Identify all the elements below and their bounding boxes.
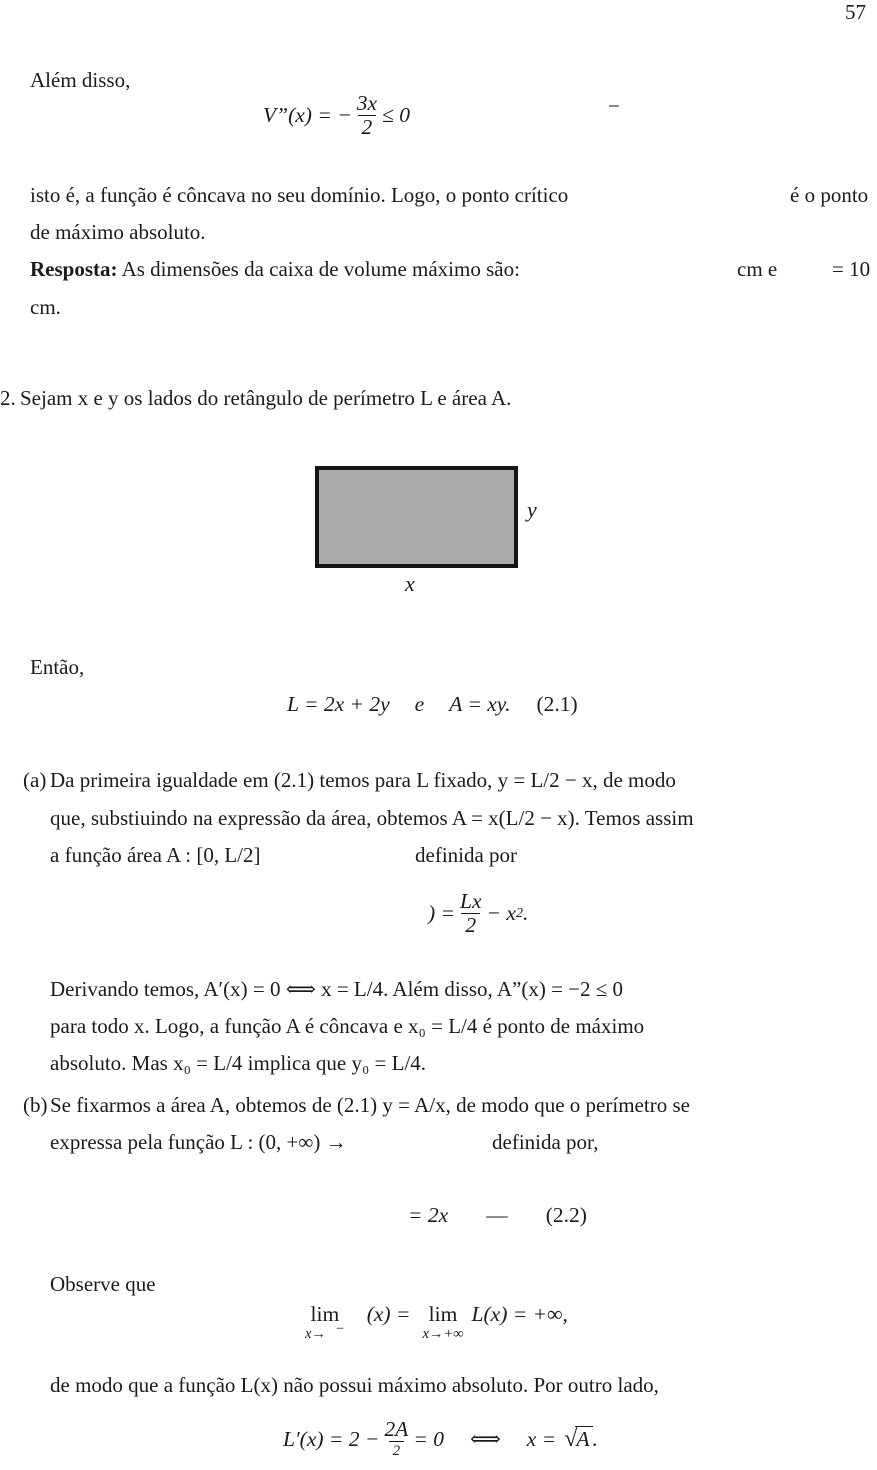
- eq22-missing-rule: —: [486, 1203, 508, 1227]
- limit-right: [422, 1302, 463, 1342]
- eq-a-lhs: ) =: [428, 901, 456, 925]
- item-b-line-2-left: expressa pela função L : (0, +∞) →: [50, 1130, 347, 1154]
- resposta-cm: cm.: [30, 295, 61, 319]
- missing-term-dash: −: [608, 94, 620, 118]
- equation-area-function: ) = $\frac{Lx}{2}$ − x 2 .: [428, 889, 529, 937]
- lim-right-subscript: x→+∞: [422, 1326, 464, 1342]
- item-a-line-2: que, substiuindo na expressão da área, obtemos A = x(L/2 − x). Temos assim: [50, 806, 694, 830]
- equation-v-second-derivative: [263, 92, 410, 139]
- rectangle-figure: [315, 466, 518, 568]
- fraction-numerator: 3x: [356, 91, 378, 115]
- resposta-line: [30, 257, 520, 282]
- item-b-line-1: Se fixarmos a área A, obtemos de (2.1) y = A/x, de modo que o perímetro se: [50, 1093, 690, 1117]
- line-maximo-absoluto: de máximo absoluto.: [30, 220, 206, 244]
- line-concava-left: isto é, a função é côncava no seu domínio. Logo, o ponto crítico: [30, 183, 569, 207]
- item-b-line-2-right: definida por,: [492, 1130, 599, 1154]
- eq22-lhs: = 2x: [408, 1203, 449, 1227]
- paragraph-alem-disso: Além disso,: [30, 68, 131, 92]
- fraction-denominator: 2: [358, 115, 377, 139]
- iff-arrow: ⟺: [469, 1426, 501, 1451]
- page-number: 57: [845, 0, 866, 24]
- resposta-cm-e: cm e: [737, 257, 778, 281]
- limit-left: [305, 1302, 345, 1342]
- equation-lhs: V”(x) = −: [263, 103, 352, 127]
- equation-tag-2-1: (2.1): [536, 692, 578, 716]
- item-a-line-1: Da primeira igualdade em (2.1) temos para L fixado, y = L/2 − x, de modo: [50, 768, 676, 792]
- equation-l-prime: [283, 1418, 598, 1460]
- resposta-eq-10: = 10: [832, 257, 871, 281]
- eq21-part1: L = 2x + 2y: [287, 692, 390, 716]
- paragraph-observe-que: Observe que: [50, 1272, 156, 1296]
- eq21-part2: A = xy.: [449, 692, 511, 716]
- lim-left-sup-minus: −: [334, 1321, 345, 1337]
- fraction-denominator: 2: [389, 1441, 405, 1460]
- item-2-number: 2.: [0, 386, 16, 410]
- lim-word: lim: [428, 1302, 458, 1326]
- fraction-numerator: Lx: [460, 889, 482, 913]
- item-2-text: Sejam x e y os lados do retângulo de perímetro L e área A.: [20, 386, 512, 410]
- paragraph-derivando-line-2: para todo x. Logo, a função A é côncava e x₀ = L/4 é ponto de máximo: [50, 1014, 645, 1038]
- lim-word: lim: [310, 1302, 340, 1326]
- equation-2-1: [287, 692, 578, 717]
- fraction-denominator: 2: [461, 913, 480, 937]
- fraction-numerator: 2A: [384, 1417, 409, 1441]
- figure-label-x: x: [405, 571, 415, 596]
- item-a-line-3-left: a função área A : [0, L/2]: [50, 843, 261, 867]
- lim-rhs: L(x) = +∞,: [471, 1302, 568, 1326]
- paragraph-de-modo-que: de modo que a função L(x) não possui máximo absoluto. Por outro lado,: [50, 1373, 659, 1397]
- lim-left-subscript: x→: [305, 1326, 326, 1342]
- item-b-label: (b): [23, 1093, 48, 1117]
- equation-rhs: ≤ 0: [382, 103, 410, 127]
- item-a-line-3-right: definida por: [415, 843, 518, 867]
- eq-lp-mid: = 0: [413, 1426, 444, 1451]
- equation-2-2: [408, 1203, 587, 1228]
- eq-lp-dot: .: [592, 1426, 598, 1451]
- eq-a-rhs: − x: [486, 901, 516, 925]
- paragraph-derivando-line-1: Derivando temos, A′(x) = 0 ⟺ x = L/4. Além disso, A”(x) = −2 ≤ 0: [50, 977, 624, 1001]
- equation-tag-2-2: (2.2): [545, 1203, 587, 1227]
- sqrt-icon: √: [564, 1425, 578, 1452]
- line-concava-right: é o ponto: [790, 183, 869, 207]
- eq-a-dot: .: [522, 901, 529, 925]
- figure-label-y: y: [527, 497, 537, 522]
- fraction-2a: [384, 1418, 408, 1460]
- item-a-label: (a): [23, 768, 47, 792]
- equation-limits: [305, 1302, 568, 1342]
- fraction-3x-over-2: [357, 92, 377, 139]
- lim-mid: (x) =: [366, 1302, 411, 1326]
- resposta-label: Resposta:: [30, 257, 118, 281]
- paragraph-derivando-line-3: absoluto. Mas x₀ = L/4 implica que y₀ = L/4.: [50, 1051, 427, 1075]
- resposta-text: As dimensões da caixa de volume máximo são:: [121, 257, 520, 281]
- eq-lp-lhs: L′(x) = 2 −: [283, 1426, 380, 1451]
- paragraph-entao: Então,: [30, 655, 85, 679]
- sqrt-radicand: A: [575, 1426, 592, 1452]
- eq-lp-rhs: x =: [526, 1426, 557, 1451]
- fraction-lx-over-2: [460, 890, 482, 937]
- eq21-e: e: [414, 692, 425, 716]
